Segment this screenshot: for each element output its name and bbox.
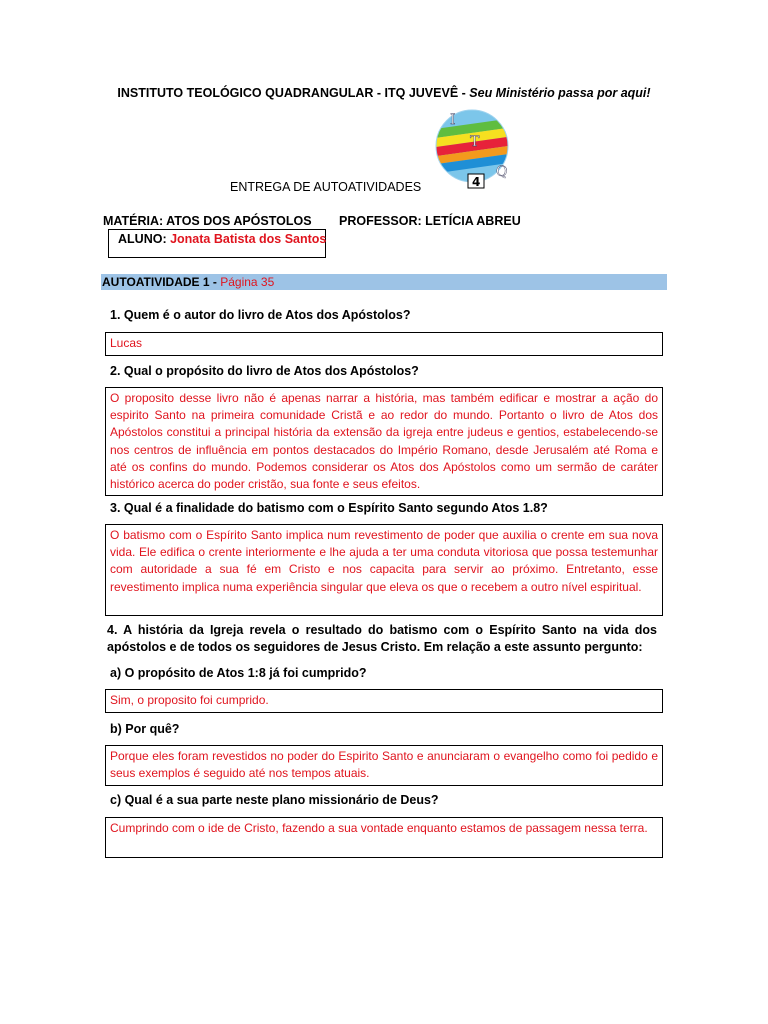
document-header — [0, 86, 768, 100]
question-4b: b) Por quê? — [110, 722, 180, 736]
question-1: 1. Quem é o autor do livro de Atos dos Apóstolos? — [110, 308, 411, 322]
logo-number-4: 4 — [472, 175, 481, 189]
institute-name: INSTITUTO TEOLÓGICO QUADRANGULAR - ITQ JUVEVÊ - — [117, 86, 470, 100]
answer-2: O proposito desse livro não é apenas narrar a história, mas também edificar e mostrar a ação do espirito Santo na primeira comunidade Cristã e ao redor do mundo. Portanto o livro de Atos dos Apóstolos constitui a principal história da extensão da igreja entre judeus e gentios, estabelecendo-se nos centros de influência em pontos destacados do Império Romano, desde Jerusalém até Roma e até os confins do mundo. Podemos considerar os Atos dos Apóstolos como um sermão de caráter histórico acerca do poder cristão, sua fonte e seus efeitos. — [105, 387, 663, 496]
student-name: Jonata Batista dos Santos — [170, 232, 327, 246]
page-title: ENTREGA DE AUTOATIVIDADES — [230, 180, 422, 194]
question-4-intro: 4. A história da Igreja revela o resultado do batismo com o Espírito Santo na vida dos apóstolos e de todos os seguidores de Jesus Cristo. Em relação a este assunto pergunto: — [107, 623, 657, 654]
section-bar — [101, 274, 667, 290]
slogan: Seu Ministério passa por aqui! — [469, 86, 651, 100]
question-4c: c) Qual é a sua parte neste plano missionário de Deus? — [110, 793, 439, 807]
logo-letter-t: T — [470, 134, 480, 150]
professor-label: PROFESSOR: LETÍCIA ABREU — [339, 214, 521, 228]
logo-letter-q: Q — [496, 164, 508, 180]
question-4a: a) O propósito de Atos 1:8 já foi cumprido? — [110, 666, 367, 680]
answer-3: O batismo com o Espírito Santo implica num revestimento de poder que auxilia o crente em sua nova vida. Ele edifica o crente interiormente e lhe ajuda a ter uma conduta vitoriosa que possa testemunhar com autoridade a sua fé em Cristo e nos capacita para servir ao próximo. Entretanto, esse revestimento implica numa experiência singular que eleva os que o recebem a outro nível espiritual. — [105, 524, 663, 616]
subject-label: MATÉRIA: ATOS DOS APÓSTOLOS — [103, 214, 312, 228]
section-page: Página 35 — [220, 275, 275, 289]
logo-letter-i: I — [450, 112, 456, 128]
answer-4a: Sim, o proposito foi cumprido. — [105, 689, 663, 713]
answer-1: Lucas — [105, 332, 663, 356]
student-label: ALUNO: — [118, 232, 171, 246]
student-box — [108, 229, 326, 258]
answer-4b: Porque eles foram revestidos no poder do Espirito Santo e anunciaram o evangelho como foi pedido e seus exemplos é seguido até nos tempos atuais. — [105, 745, 663, 786]
question-3: 3. Qual é a finalidade do batismo com o Espírito Santo segundo Atos 1.8? — [110, 501, 548, 515]
answer-4c: Cumprindo com o ide de Cristo, fazendo a sua vontade enquanto estamos de passagem nessa terra. — [105, 817, 663, 858]
section-label: AUTOATIVIDADE 1 - — [102, 275, 221, 289]
question-2: 2. Qual o propósito do livro de Atos dos Apóstolos? — [110, 364, 419, 378]
itq-logo — [434, 106, 520, 192]
